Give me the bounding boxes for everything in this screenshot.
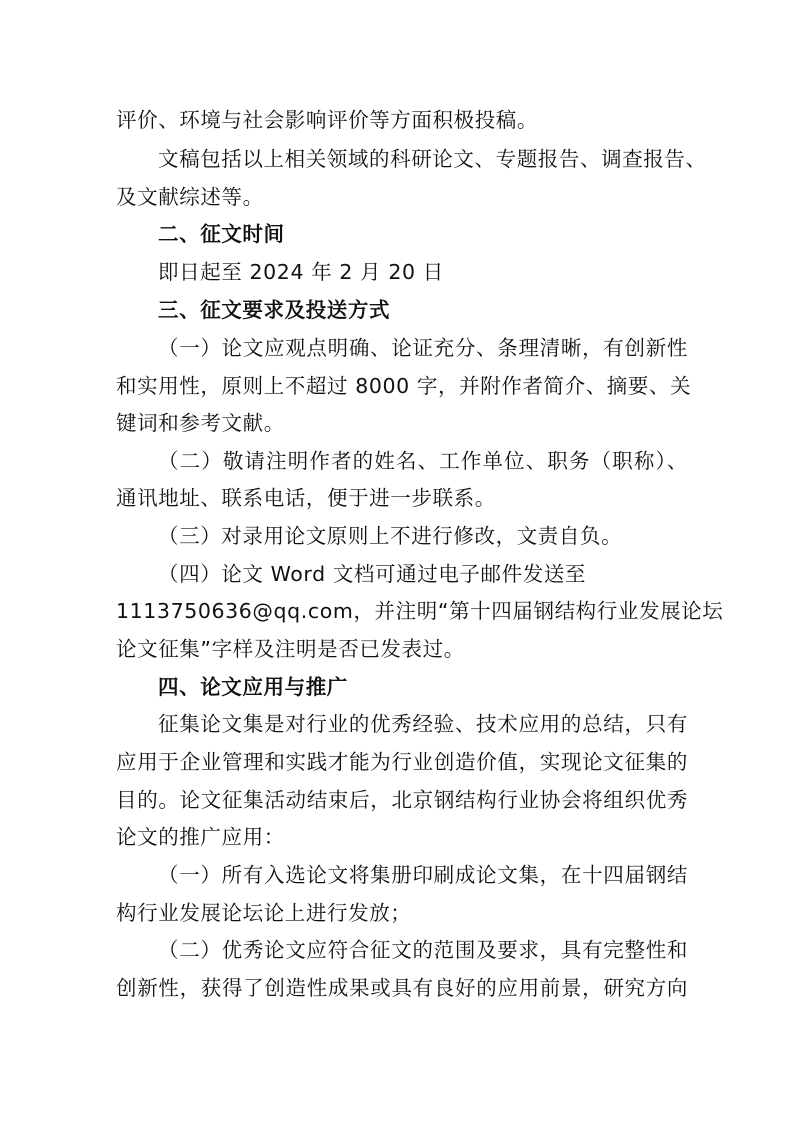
paragraph-line: 目的。论文征集活动结束后，北京钢结构行业协会将组织优秀 — [116, 788, 688, 812]
paragraph-line: 1113750636@qq.com，并注明“第十四届钢结构行业发展论坛 — [116, 599, 724, 623]
paragraph-line: 应用于企业管理和实践才能为行业创造价值，实现论文征集的 — [116, 750, 688, 774]
paragraph-line: 即日起至 2024 年 2 月 20 日 — [158, 260, 444, 284]
paragraph-line: （一）论文应观点明确、论证充分、条理清晰，有创新性 — [158, 336, 688, 360]
paragraph-line: 通讯地址、联系电话，便于进一步联系。 — [116, 486, 496, 510]
paragraph-line: 论文征集”字样及注明是否已发表过。 — [116, 637, 465, 661]
paragraph-line: 创新性，获得了创造性成果或具有良好的应用前景，研究方向 — [116, 976, 688, 1000]
paragraph-line: （二）优秀论文应符合征文的范围及要求，具有完整性和 — [158, 938, 688, 962]
paragraph-line: 征集论文集是对行业的优秀经验、技术应用的总结，只有 — [158, 712, 688, 736]
section-heading: 二、征文时间 — [158, 222, 285, 246]
paragraph-line: （四）论文 Word 文档可通过电子邮件发送至 — [158, 562, 587, 586]
paragraph-line: （一）所有入选论文将集册印刷成论文集，在十四届钢结 — [158, 863, 688, 887]
paragraph-line: 文稿包括以上相关领域的科研论文、专题报告、调查报告、 — [158, 147, 707, 171]
paragraph-line: （二）敬请注明作者的姓名、工作单位、职务（职称）、 — [158, 449, 688, 473]
paragraph-line: （三）对录用论文原则上不进行修改，文责自负。 — [158, 524, 623, 548]
section-heading: 四、论文应用与推广 — [158, 675, 348, 699]
paragraph-line: 及文献综述等。 — [116, 185, 264, 209]
paragraph-line: 构行业发展论坛论上进行发放； — [116, 901, 412, 925]
paragraph-line: 论文的推广应用： — [116, 825, 285, 849]
paragraph-line: 和实用性，原则上不超过 8000 字，并附作者简介、摘要、关 — [116, 374, 692, 398]
section-heading: 三、征文要求及投送方式 — [158, 298, 391, 322]
paragraph-line: 键词和参考文献。 — [116, 411, 285, 435]
paragraph-line: 评价、环境与社会影响评价等方面积极投稿。 — [116, 108, 538, 132]
